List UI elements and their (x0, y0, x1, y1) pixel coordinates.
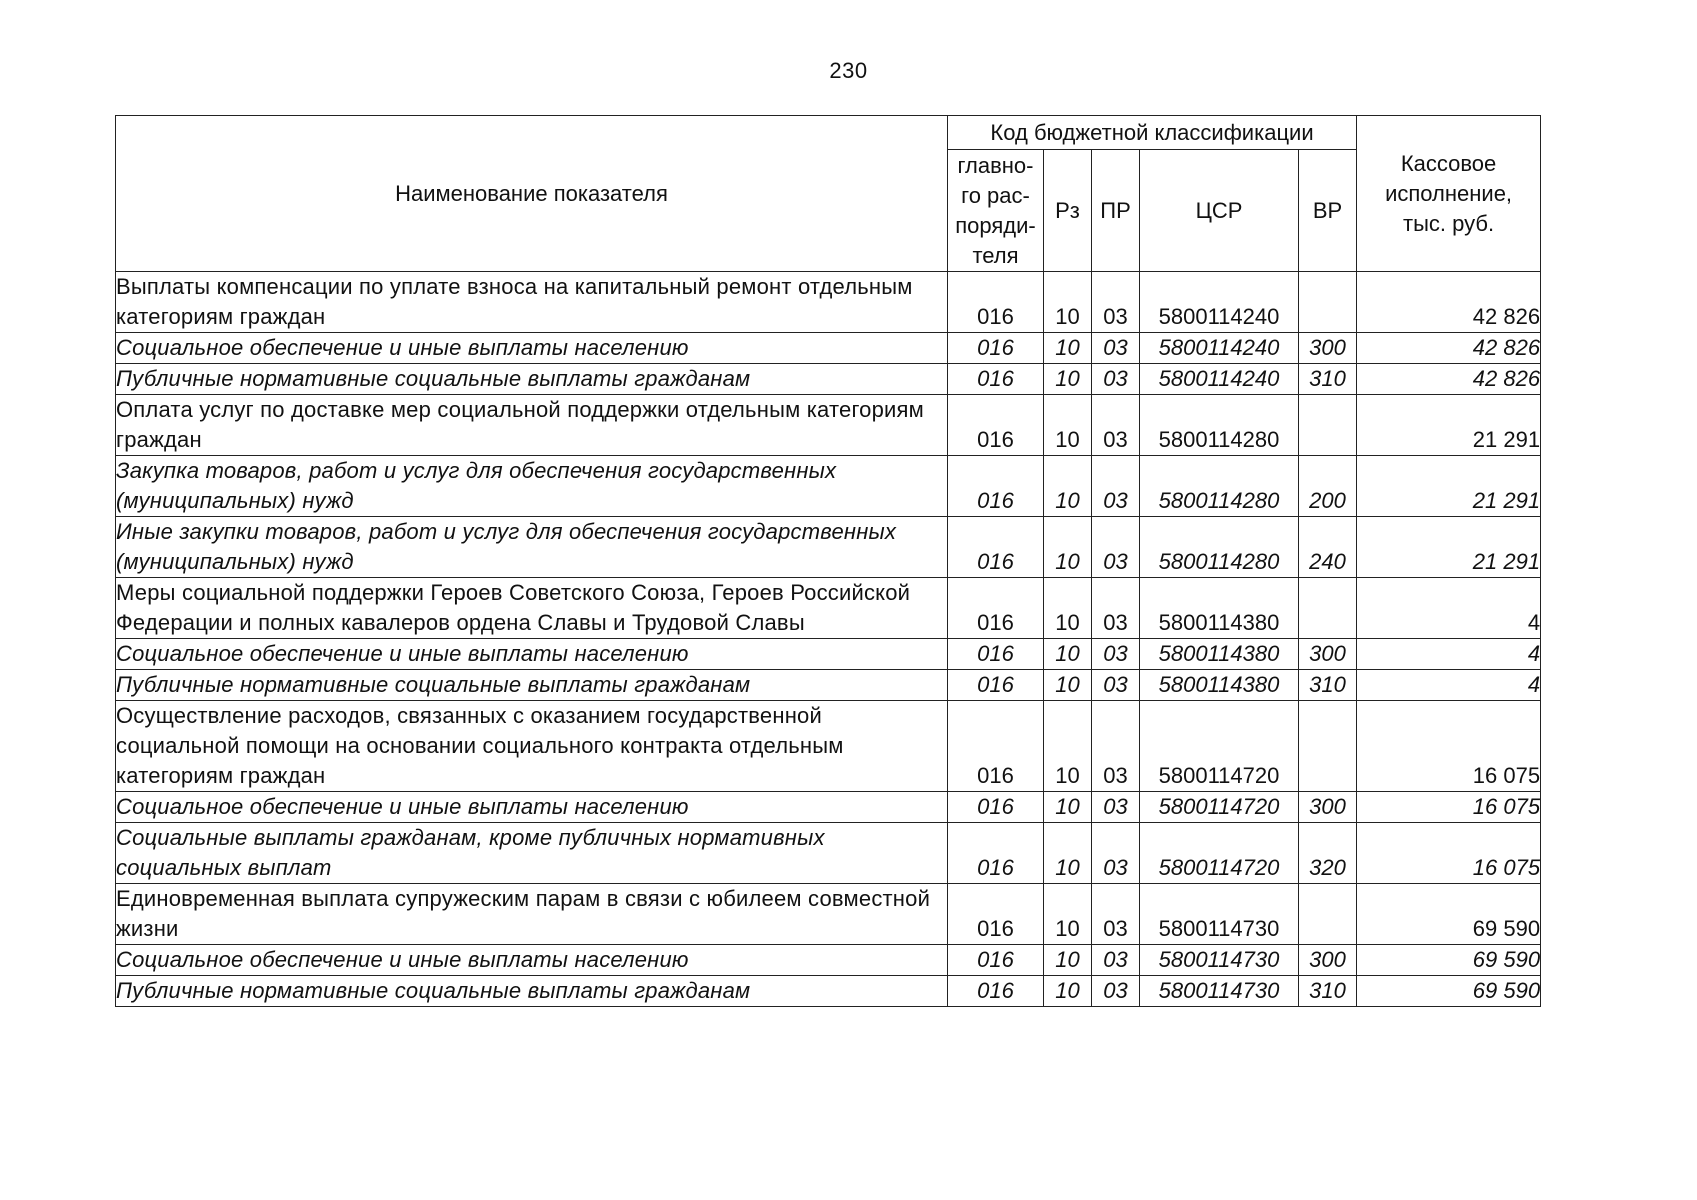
row-vr: 200 (1299, 456, 1357, 517)
row-vr (1299, 884, 1357, 945)
row-vr (1299, 701, 1357, 792)
table-row (116, 333, 1541, 364)
row-csr: 5800114280 (1140, 517, 1299, 578)
row-name: Единовременная выплата супружеским парам в связи с юбилеем совместной жизни (116, 884, 948, 945)
row-manager-code: 016 (948, 884, 1044, 945)
row-rz: 10 (1044, 333, 1092, 364)
row-amount: 4 (1357, 578, 1541, 639)
row-manager-code: 016 (948, 272, 1044, 333)
header-manager-line-4: теля (972, 242, 1019, 268)
row-csr: 5800114280 (1140, 456, 1299, 517)
row-manager-code: 016 (948, 792, 1044, 823)
table-row (116, 670, 1541, 701)
row-vr: 310 (1299, 670, 1357, 701)
row-csr: 5800114720 (1140, 701, 1299, 792)
page-number: 230 (829, 58, 868, 83)
row-pr: 03 (1092, 823, 1140, 884)
row-vr: 300 (1299, 792, 1357, 823)
row-rz: 10 (1044, 792, 1092, 823)
row-csr: 5800114730 (1140, 884, 1299, 945)
row-csr: 5800114240 (1140, 364, 1299, 395)
row-csr: 5800114730 (1140, 945, 1299, 976)
row-vr: 320 (1299, 823, 1357, 884)
header-amount-line-1: Кассовое (1400, 150, 1497, 176)
row-pr: 03 (1092, 884, 1140, 945)
row-name: Осуществление расходов, связанных с оказанием государственной социальной помощи на основании социального контракта отдельным категориям граждан (116, 701, 948, 792)
table-row (116, 456, 1541, 517)
header-manager (948, 150, 1044, 272)
row-manager-code: 016 (948, 517, 1044, 578)
row-rz: 10 (1044, 670, 1092, 701)
row-vr: 300 (1299, 639, 1357, 670)
row-manager-code: 016 (948, 578, 1044, 639)
row-pr: 03 (1092, 395, 1140, 456)
row-manager-code: 016 (948, 395, 1044, 456)
row-manager-code: 016 (948, 945, 1044, 976)
row-name: Социальные выплаты гражданам, кроме публичных нормативных социальных выплат (116, 823, 948, 884)
row-pr: 03 (1092, 578, 1140, 639)
row-rz: 10 (1044, 639, 1092, 670)
row-amount: 69 590 (1357, 884, 1541, 945)
row-rz: 10 (1044, 395, 1092, 456)
row-pr: 03 (1092, 333, 1140, 364)
row-csr: 5800114380 (1140, 578, 1299, 639)
row-amount: 42 826 (1357, 272, 1541, 333)
table-row (116, 945, 1541, 976)
row-pr: 03 (1092, 639, 1140, 670)
row-amount: 4 (1357, 670, 1541, 701)
row-csr: 5800114240 (1140, 272, 1299, 333)
row-vr (1299, 578, 1357, 639)
row-vr (1299, 395, 1357, 456)
table-row (116, 272, 1541, 333)
table-row (116, 395, 1541, 456)
row-vr: 240 (1299, 517, 1357, 578)
table-row (116, 364, 1541, 395)
row-vr: 310 (1299, 976, 1357, 1007)
row-pr: 03 (1092, 701, 1140, 792)
row-pr: 03 (1092, 364, 1140, 395)
row-csr: 5800114240 (1140, 333, 1299, 364)
row-name: Социальное обеспечение и иные выплаты населению (116, 792, 948, 823)
row-pr: 03 (1092, 272, 1140, 333)
header-amount-line-2: исполнение, (1385, 180, 1513, 206)
row-name: Меры социальной поддержки Героев Советского Союза, Героев Российской Федерации и полных кавалеров ордена Славы и Трудовой Славы (116, 578, 948, 639)
row-manager-code: 016 (948, 823, 1044, 884)
row-vr: 310 (1299, 364, 1357, 395)
header-vr: ВР (1299, 150, 1357, 272)
table-body (116, 272, 1541, 1007)
header-amount-line-3: тыс. руб. (1403, 210, 1495, 236)
row-pr: 03 (1092, 670, 1140, 701)
budget-table (115, 115, 1541, 1007)
row-amount: 42 826 (1357, 333, 1541, 364)
row-rz: 10 (1044, 823, 1092, 884)
row-rz: 10 (1044, 976, 1092, 1007)
row-amount: 4 (1357, 639, 1541, 670)
table-row (116, 517, 1541, 578)
header-amount (1357, 116, 1541, 272)
table-row (116, 701, 1541, 792)
row-vr (1299, 272, 1357, 333)
row-rz: 10 (1044, 884, 1092, 945)
row-pr: 03 (1092, 456, 1140, 517)
header-pr: ПР (1092, 150, 1140, 272)
row-csr: 5800114720 (1140, 823, 1299, 884)
row-vr: 300 (1299, 945, 1357, 976)
row-name: Публичные нормативные социальные выплаты гражданам (116, 364, 948, 395)
row-rz: 10 (1044, 701, 1092, 792)
row-amount: 69 590 (1357, 945, 1541, 976)
table-row (116, 639, 1541, 670)
row-manager-code: 016 (948, 639, 1044, 670)
row-pr: 03 (1092, 792, 1140, 823)
row-pr: 03 (1092, 517, 1140, 578)
row-amount: 42 826 (1357, 364, 1541, 395)
row-name: Социальное обеспечение и иные выплаты населению (116, 945, 948, 976)
header-rz: Рз (1044, 150, 1092, 272)
row-rz: 10 (1044, 364, 1092, 395)
header-name: Наименование показателя (116, 116, 948, 272)
row-amount: 69 590 (1357, 976, 1541, 1007)
table-row (116, 578, 1541, 639)
row-amount: 16 075 (1357, 792, 1541, 823)
row-manager-code: 016 (948, 670, 1044, 701)
row-csr: 5800114730 (1140, 976, 1299, 1007)
row-amount: 21 291 (1357, 456, 1541, 517)
row-pr: 03 (1092, 945, 1140, 976)
row-csr: 5800114380 (1140, 670, 1299, 701)
row-csr: 5800114720 (1140, 792, 1299, 823)
table-row (116, 976, 1541, 1007)
row-csr: 5800114380 (1140, 639, 1299, 670)
row-pr: 03 (1092, 976, 1140, 1007)
row-amount: 16 075 (1357, 701, 1541, 792)
row-name: Социальное обеспечение и иные выплаты населению (116, 333, 948, 364)
row-name: Оплата услуг по доставке мер социальной поддержки отдельным категориям граждан (116, 395, 948, 456)
header-manager-line-2: го рас- (961, 182, 1030, 208)
row-csr: 5800114280 (1140, 395, 1299, 456)
row-name: Выплаты компенсации по уплате взноса на капитальный ремонт отдельным категориям граждан (116, 272, 948, 333)
row-rz: 10 (1044, 517, 1092, 578)
row-rz: 10 (1044, 945, 1092, 976)
row-name: Социальное обеспечение и иные выплаты населению (116, 639, 948, 670)
row-manager-code: 016 (948, 364, 1044, 395)
header-code-group: Код бюджетной классификации (948, 116, 1357, 150)
row-vr: 300 (1299, 333, 1357, 364)
row-name: Закупка товаров, работ и услуг для обеспечения государственных (муниципальных) нужд (116, 456, 948, 517)
row-manager-code: 016 (948, 976, 1044, 1007)
row-manager-code: 016 (948, 456, 1044, 517)
table-row (116, 823, 1541, 884)
row-rz: 10 (1044, 578, 1092, 639)
row-manager-code: 016 (948, 701, 1044, 792)
row-rz: 10 (1044, 456, 1092, 517)
row-amount: 21 291 (1357, 395, 1541, 456)
row-name: Иные закупки товаров, работ и услуг для обеспечения государственных (муниципальных) нужд (116, 517, 948, 578)
header-manager-line-3: поряди- (955, 212, 1036, 238)
row-name: Публичные нормативные социальные выплаты гражданам (116, 670, 948, 701)
row-manager-code: 016 (948, 333, 1044, 364)
row-amount: 16 075 (1357, 823, 1541, 884)
table-header (116, 116, 1541, 272)
header-csr: ЦСР (1140, 150, 1299, 272)
header-manager-line-1: главно- (957, 152, 1034, 178)
row-amount: 21 291 (1357, 517, 1541, 578)
row-rz: 10 (1044, 272, 1092, 333)
table-row (116, 884, 1541, 945)
table-row (116, 792, 1541, 823)
row-name: Публичные нормативные социальные выплаты гражданам (116, 976, 948, 1007)
